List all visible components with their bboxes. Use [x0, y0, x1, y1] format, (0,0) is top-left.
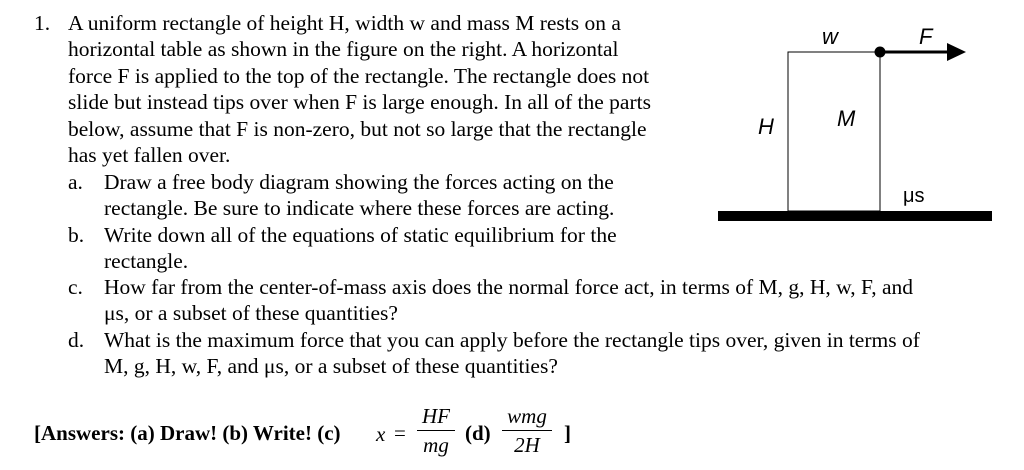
table-surface [718, 211, 992, 221]
part-c-line-1: How far from the center-of-mass axis does the normal force act, in terms of M, g, H, w, F, and [104, 275, 914, 299]
answer-c-numerator: HF [422, 404, 450, 428]
answer-c-denominator: mg [423, 433, 449, 457]
answers-prefix: [Answers: (a) Draw! (b) Write! (c) [34, 421, 341, 445]
intro-line-6: has yet fallen over. [68, 143, 231, 167]
width-label: w [822, 24, 838, 49]
part-a-label: a. [68, 170, 83, 194]
force-application-point [875, 47, 886, 58]
answer-d-fraction [502, 404, 552, 457]
answers-suffix: ] [564, 421, 571, 445]
block-figure [715, 18, 995, 228]
intro-line-4: slide but instead tips over when F is large enough. In all of the parts [68, 90, 651, 114]
force-arrow-head [947, 43, 966, 61]
part-c-line-2: μs, or a subset of these quantities? [104, 301, 398, 325]
part-d-line-1: What is the maximum force that you can apply before the rectangle tips over, given in terms of [104, 328, 920, 352]
answer-c-fraction [417, 404, 455, 457]
intro-line-5: below, assume that F is non-zero, but not so large that the rectangle [68, 117, 647, 141]
height-label: H [758, 114, 774, 139]
answer-c-equals: = [394, 421, 406, 445]
answer-d-fraction-bar [502, 430, 552, 431]
intro-line-1: A uniform rectangle of height H, width w and mass M rests on a [68, 11, 621, 35]
rectangle-block [788, 52, 880, 211]
intro-line-2: horizontal table as shown in the figure on the right. A horizontal [68, 37, 619, 61]
part-a-line-1: Draw a free body diagram showing the forces acting on the [104, 170, 614, 194]
mass-label: M [837, 106, 856, 131]
force-label: F [919, 24, 933, 49]
friction-coefficient-label: μs [903, 185, 925, 207]
part-b-line-2: rectangle. [104, 249, 189, 273]
part-c-label: c. [68, 275, 83, 299]
part-a-line-2: rectangle. Be sure to indicate where these forces are acting. [104, 196, 615, 220]
answer-c-fraction-bar [417, 430, 455, 431]
intro-line-3: force F is applied to the top of the rectangle. The rectangle does not [68, 64, 650, 88]
part-b-line-1: Write down all of the equations of static equilibrium for the [104, 223, 617, 247]
part-b-label: b. [68, 223, 85, 247]
part-d-line-2: M, g, H, w, F, and μs, or a subset of these quantities? [104, 354, 558, 378]
answer-d-denominator: 2H [514, 433, 540, 457]
answer-d-label: (d) [465, 421, 491, 445]
question-number: 1. [34, 11, 51, 35]
answer-d-numerator: wmg [507, 404, 547, 428]
answer-c-variable: x [376, 422, 386, 446]
part-d-label: d. [68, 328, 85, 352]
